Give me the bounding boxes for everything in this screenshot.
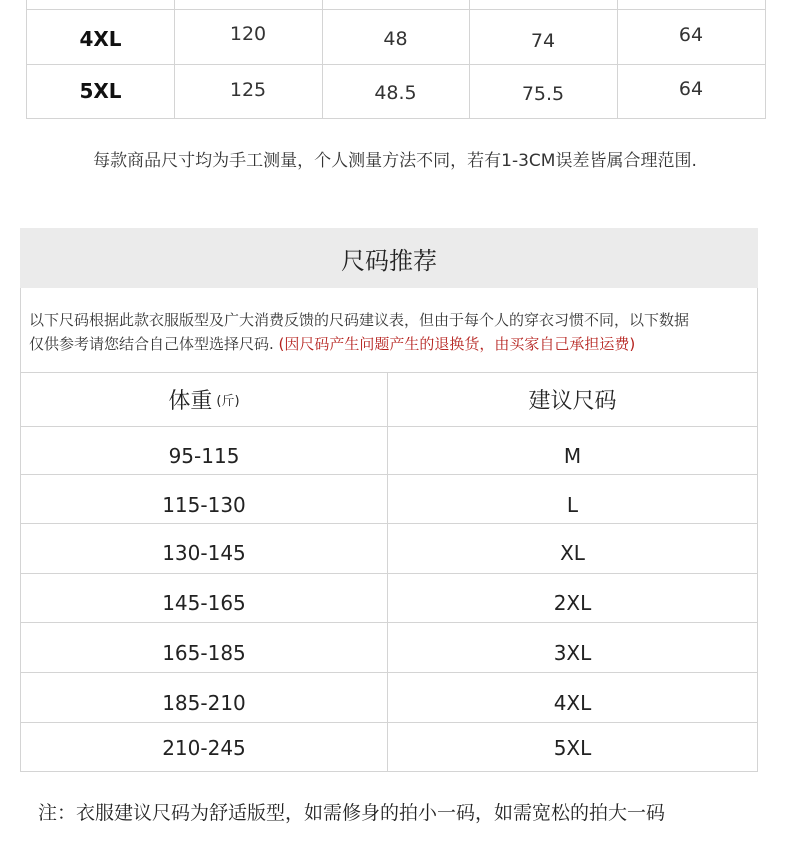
size-cell: 4XL xyxy=(553,690,592,715)
table-row xyxy=(21,578,757,627)
size-cell: XL xyxy=(560,540,585,565)
table-row xyxy=(21,723,757,772)
size-cell: 4XL xyxy=(79,27,122,51)
size-cell: M xyxy=(563,443,582,468)
weight-cell: 210-245 xyxy=(162,735,246,760)
weight-header-label: 体重 xyxy=(168,388,213,414)
fit-note: 注：衣服建议尺码为舒适版型，如需修身的拍小一码，如需宽松的拍大一码 xyxy=(38,802,666,824)
size-cell: 2XL xyxy=(553,590,592,615)
table-cell: 48.5 xyxy=(374,82,417,104)
table-cell: 120 xyxy=(229,23,267,45)
table-cell: 64 xyxy=(678,78,704,100)
intro-text: 以下尺码根据此款衣服版型及广大消费反馈的尺码建议表，但由于每个人的穿衣习惯不同，以下数据 xyxy=(29,311,690,329)
measurement-note: 每款商品尺寸均为手工测量，个人测量方法不同，若有1-3CM误差皆属合理范围. xyxy=(93,151,697,171)
table-cell: 48 xyxy=(383,28,408,50)
size-column-header: 建议尺码 xyxy=(528,388,617,414)
table-row xyxy=(21,678,757,727)
intro-text: 仅供参考请您结合自己体型选择尺码. xyxy=(29,335,279,353)
table-cell: 125 xyxy=(229,79,267,101)
table-cell: 75.5 xyxy=(521,83,565,105)
table-row xyxy=(27,66,765,116)
weight-cell: 130-145 xyxy=(162,540,246,565)
size-table xyxy=(26,0,766,119)
size-cell: 5XL xyxy=(79,79,122,103)
size-cell: 5XL xyxy=(553,735,592,760)
weight-column-header xyxy=(21,372,387,426)
table-cell: 74 xyxy=(530,30,556,52)
weight-unit: (斤) xyxy=(216,393,240,409)
weight-cell: 185-210 xyxy=(162,690,246,715)
table-divider xyxy=(21,426,757,427)
size-cell: 3XL xyxy=(553,640,592,665)
table-cell: 64 xyxy=(678,24,704,46)
recommend-title: 尺码推荐 xyxy=(20,228,758,288)
table-row xyxy=(21,528,757,577)
intro-warning: (因尺码产生问题产生的退换货，由买家自己承担运费) xyxy=(278,335,636,353)
weight-cell: 165-185 xyxy=(162,640,246,665)
recommend-intro xyxy=(29,308,751,356)
table-row xyxy=(21,628,757,677)
weight-cell: 145-165 xyxy=(162,590,246,615)
table-row xyxy=(21,431,757,480)
table-row xyxy=(21,480,757,529)
size-cell: L xyxy=(566,492,579,517)
weight-cell: 95-115 xyxy=(168,443,240,468)
recommend-table xyxy=(20,288,758,772)
table-row xyxy=(27,14,765,64)
weight-cell: 115-130 xyxy=(162,492,246,517)
